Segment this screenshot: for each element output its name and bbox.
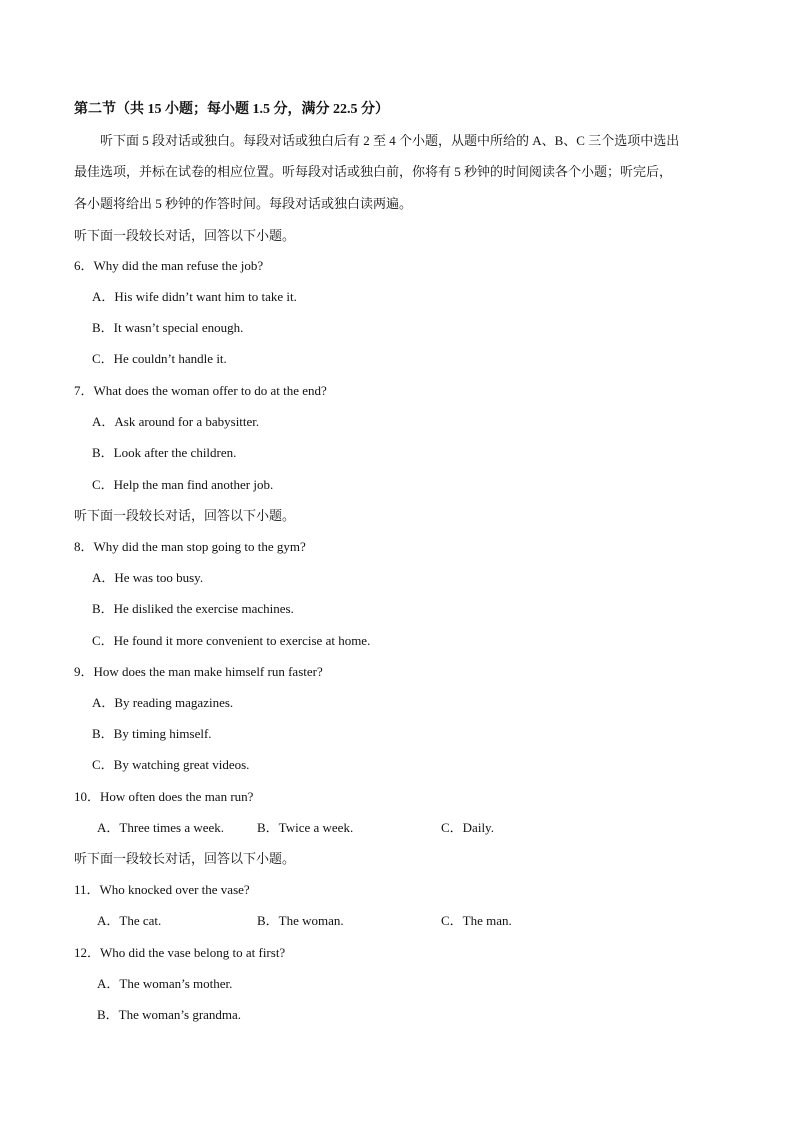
option: B．Look after the children. [92, 445, 237, 460]
option: C．He couldn’t handle it. [92, 351, 227, 366]
instructions-line: 各小题将给出 5 秒钟的作答时间。每段对话或独白读两遍。 [74, 196, 413, 211]
section-title: 第二节（共 15 小题；每小题 1.5 分，满分 22.5 分） [74, 102, 389, 117]
dialog-intro: 听下面一段较长对话，回答以下小题。 [74, 508, 296, 523]
option: C．By watching great videos. [92, 757, 250, 772]
question-10: 10．How often does the man run? [74, 789, 254, 804]
option: A．He was too busy. [92, 570, 204, 585]
option: C．The man. [441, 913, 512, 928]
option: A．Three times a week. [97, 820, 225, 835]
option: A．The cat. [97, 913, 162, 928]
question-8: 8．Why did the man stop going to the gym? [74, 539, 306, 554]
option: B．The woman. [257, 913, 344, 928]
question-9: 9．How does the man make himself run faster? [74, 664, 323, 679]
option: B．Twice a week. [257, 820, 354, 835]
question-12: 12．Who did the vase belong to at first? [74, 945, 286, 960]
option: B．The woman’s grandma. [97, 1007, 242, 1022]
dialog-intro: 听下面一段较长对话，回答以下小题。 [74, 851, 296, 866]
option: A．The woman’s mother. [97, 976, 233, 991]
option: C．Daily. [441, 820, 494, 835]
instructions-line: 最佳选项，并标在试卷的相应位置。听每段对话或独白前，你将有 5 秒钟的时间阅读各个小题；听完后， [74, 164, 673, 179]
option: A．Ask around for a babysitter. [92, 414, 260, 429]
option: C．Help the man find another job. [92, 477, 274, 492]
option: A．By reading magazines. [92, 695, 234, 710]
question-6: 6．Why did the man refuse the job? [74, 258, 264, 273]
option: B．By timing himself. [92, 726, 212, 741]
question-11: 11．Who knocked over the vase? [74, 882, 250, 897]
option: A．His wife didn’t want him to take it. [92, 289, 297, 304]
option: B．It wasn’t special enough. [92, 320, 244, 335]
instructions-line: 听下面 5 段对话或独白。每段对话或独白后有 2 至 4 个小题，从题中所给的 A、B、C 三个选项中选出 [100, 133, 680, 148]
option: B．He disliked the exercise machines. [92, 601, 294, 616]
option: C．He found it more convenient to exercise at home. [92, 633, 371, 648]
dialog-intro: 听下面一段较长对话，回答以下小题。 [74, 228, 296, 243]
question-7: 7．What does the woman offer to do at the end? [74, 383, 327, 398]
